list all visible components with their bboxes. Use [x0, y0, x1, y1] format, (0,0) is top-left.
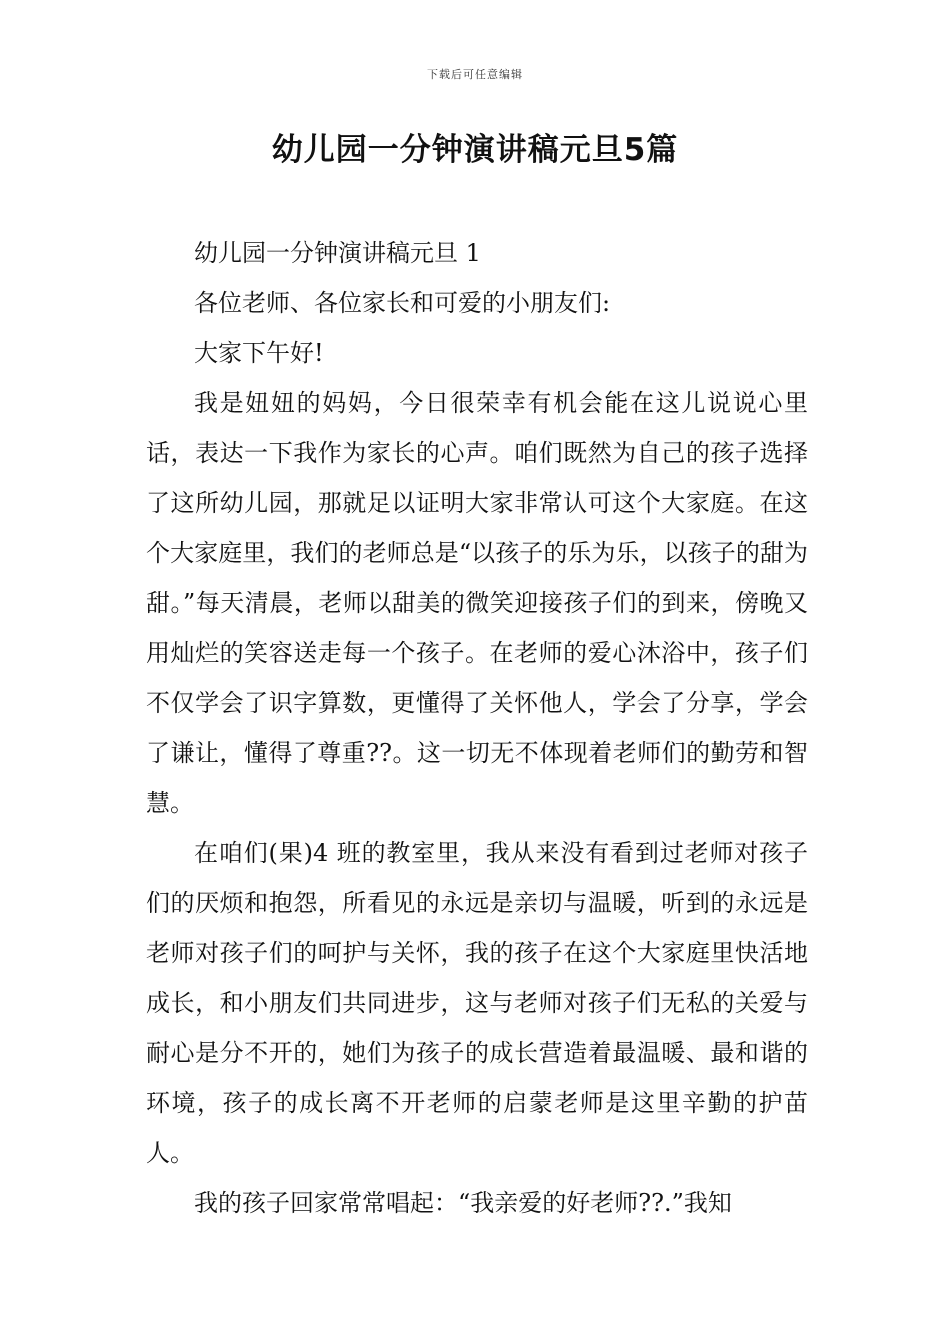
body-paragraph: 我是妞妞的妈妈，今日很荣幸有机会能在这儿说说心里话，表达一下我作为家长的心声。咱们既然为自己的孩子选择了这所幼儿园，那就足以证明大家非常认可这个大家庭。在这个大家庭里，我们的老师总是“以孩子的乐为乐，以孩子的甜为甜。”每天清晨，老师以甜美的微笑迎接孩子们的到来，傍晚又用灿烂的笑容送走每一个孩子。在老师的爱心沐浴中，孩子们不仅学会了识字算数，更懂得了关怀他人，学会了分享，学会了谦让，懂得了尊重??。这一切无不体现着老师们的勤劳和智慧。: [146, 389, 808, 817]
section-heading: 幼儿园一分钟演讲稿元旦 1: [194, 239, 481, 267]
document-body: [146, 228, 808, 1228]
body-paragraph: 在咱们(果)4 班的教室里，我从来没有看到过老师对孩子们的厌烦和抱怨，所看见的永远是亲切与温暖，听到的永远是老师对孩子们的呵护与关怀，我的孩子在这个大家庭里快活地成长，和小朋友们共同进步，这与老师对孩子们无私的关爱与耐心是分不开的，她们为孩子的成长营造着最温暖、最和谐的环境，孩子的成长离不开老师的启蒙老师是这里辛勤的护苗人。: [146, 839, 808, 1167]
greeting: 大家下午好!: [194, 339, 324, 367]
salutation: 各位老师、各位家长和可爱的小朋友们:: [194, 289, 611, 317]
document-title: 幼儿园一分钟演讲稿元旦5篇: [271, 132, 679, 168]
header-note: 下载后可任意编辑: [427, 68, 523, 81]
body-paragraph: 我的孩子回家常常唱起：“我亲爱的好老师??.”我知: [194, 1189, 732, 1217]
